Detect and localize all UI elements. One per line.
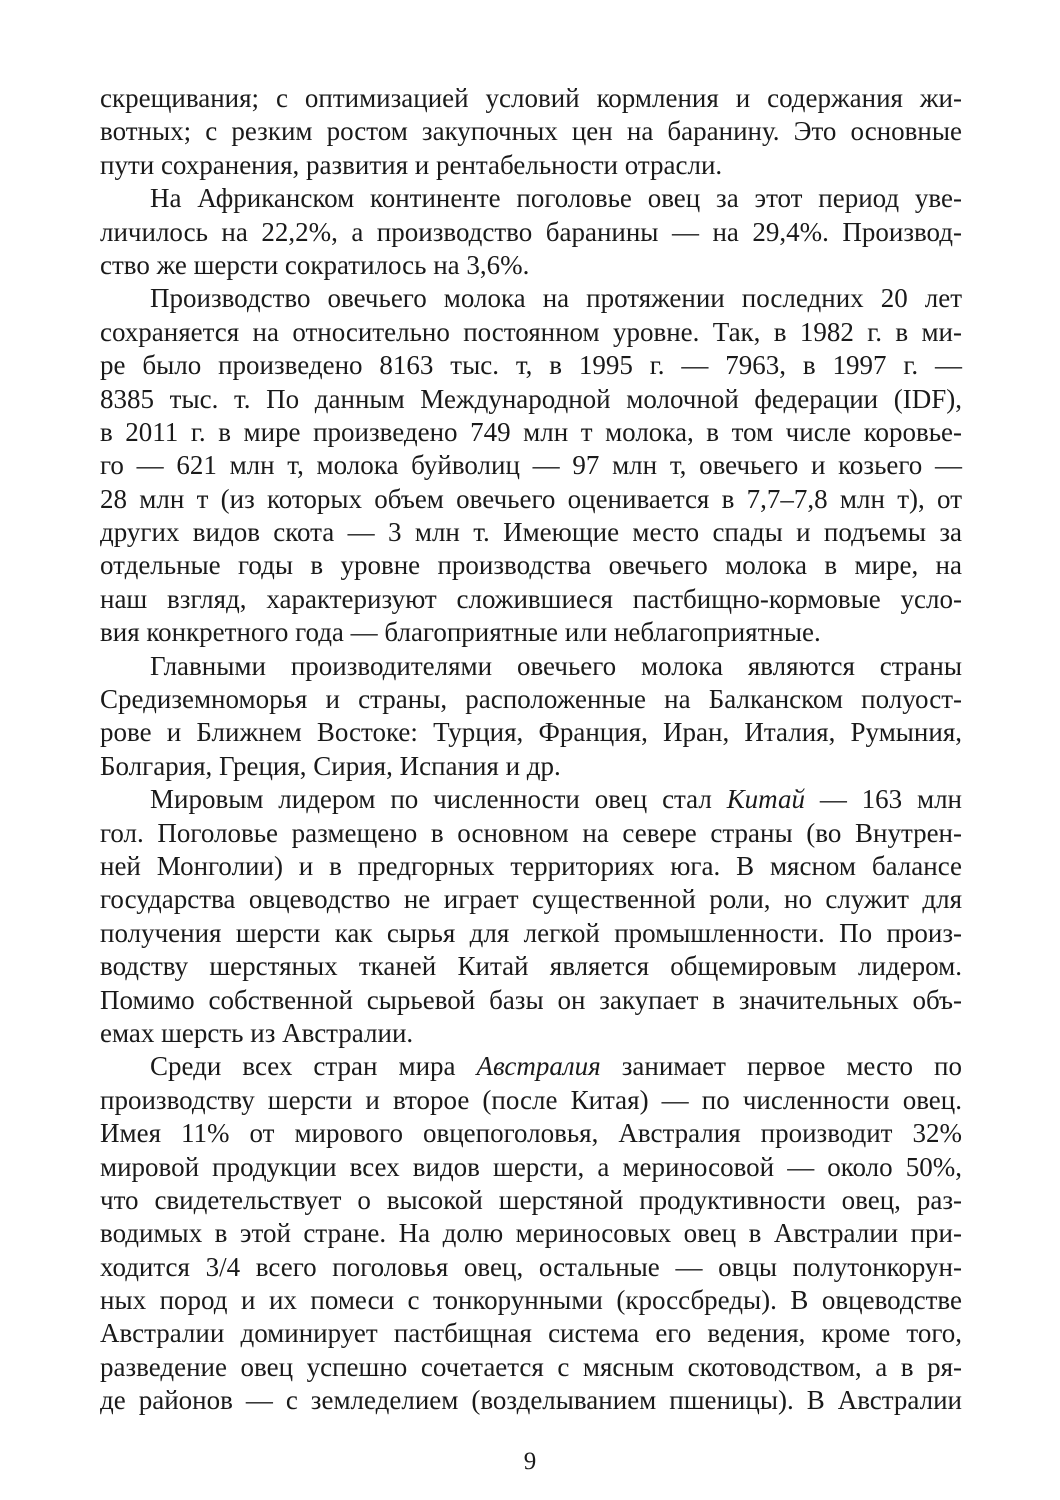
text-line: де районов — с земледелием (возделыванием пшеницы). В Австралии <box>100 1385 962 1416</box>
paragraph <box>100 783 962 1050</box>
text-line: Производство овечьего молока на протяжении последних 20 лет <box>150 283 962 314</box>
text-line: Австралии доминирует пастбищная система его ведения, кроме того, <box>100 1318 962 1349</box>
text-line: На Африканском континенте поголовье овец за этот период уве- <box>150 183 962 214</box>
text-line: разведение овец успешно сочетается с мясным скотоводством, а в ря- <box>100 1351 962 1382</box>
text-line: гол. Поголовье размещено в основном на севере страны (во Внутрен- <box>100 817 962 848</box>
text-line: Болгария, Греция, Сирия, Испания и др. <box>100 750 561 781</box>
text-line: 8385 тыс. т. По данным Международной молочной федерации (IDF), <box>100 383 962 414</box>
text-line: ство же шерсти сократилось на 3,6%. <box>100 249 530 280</box>
text-line: ходится 3/4 всего поголовья овец, остальные — овцы полутонкорун- <box>100 1251 962 1282</box>
text-line <box>100 1050 962 1083</box>
text-line: Имея 11% от мирового овцепоголовья, Австралия производит 32% <box>100 1118 962 1149</box>
text-line: ней Монголии) и в предгорных территориях юга. В мясном балансе <box>100 850 962 881</box>
paragraph <box>100 82 962 182</box>
text-line: го — 621 млн т, молока буйволиц — 97 млн т, овечьего и козьего — <box>100 450 962 481</box>
text-line: производству шерсти и второе (после Китая) — по численности овец. <box>100 1084 962 1115</box>
paragraph <box>100 650 962 784</box>
text-line: вия конкретного года — благоприятные или неблагоприятные. <box>100 617 821 648</box>
text-segment: занимает первое место по <box>600 1051 962 1082</box>
text-line: отдельные годы в уровне производства овечьего молока в мире, на <box>100 550 962 581</box>
italic-term: Китай <box>726 784 805 815</box>
text-line: водимых в этой стране. На долю мериносовых овец в Австралии при- <box>100 1218 962 1249</box>
text-line: сохраняется на относительно постоянном уровне. Так, в 1982 г. в ми- <box>100 316 962 347</box>
text-segment: — 163 млн <box>804 784 962 815</box>
text-line: скрещивания; с оптимизацией условий кормления и содержания жи- <box>100 83 962 113</box>
text-line: получения шерсти как сырья для легкой промышленности. По произ- <box>100 917 962 948</box>
text-line: рове и Ближнем Востоке: Турция, Франция, Иран, Италия, Румыния, <box>100 717 962 748</box>
text-line: емах шерсть из Австралии. <box>100 1017 414 1048</box>
text-segment: Среди всех стран мира <box>150 1051 477 1082</box>
text-line: 28 млн т (из которых объем овечьего оценивается в 7,7–7,8 млн т), от <box>100 483 962 514</box>
text-line: что свидетельствует о высокой шерстяной продуктивности овец, раз- <box>100 1184 962 1215</box>
paragraph <box>100 1050 962 1417</box>
text-line: в 2011 г. в мире произведено 749 млн т молока, в том числе коровье- <box>100 416 962 447</box>
body-text <box>100 82 962 1418</box>
text-line: Помимо собственной сырьевой базы он закупает в значительных объ- <box>100 984 962 1015</box>
text-line: пути сохранения, развития и рентабельности отрасли. <box>100 149 723 180</box>
text-line: государства овцеводство не играет существенной роли, но служит для <box>100 884 962 915</box>
text-line: мировой продукции всех видов шерсти, а мериносовой — около 50%, <box>100 1151 962 1182</box>
paragraph <box>100 282 962 649</box>
text-line: Главными производителями овечьего молока являются страны <box>150 650 962 681</box>
page-number: 9 <box>523 1448 537 1475</box>
text-line: других видов скота — 3 млн т. Имеющие место спады и подъемы за <box>100 517 962 548</box>
text-segment: Мировым лидером по численности овец стал <box>150 784 727 815</box>
text-line: вотных; с резким ростом закупочных цен на баранину. Это основные <box>100 116 962 147</box>
text-line: ных пород и их помеси с тонкорунными (кроссбреды). В овцеводстве <box>100 1285 962 1316</box>
text-line: водству шерстяных тканей Китай является общемировым лидером. <box>100 951 962 982</box>
paragraph <box>100 182 962 282</box>
text-line: Средиземноморья и страны, расположенные на Балканском полуост- <box>100 684 962 715</box>
text-line: личилось на 22,2%, а производство баранины — на 29,4%. Производ- <box>100 216 962 247</box>
text-line: наш взгляд, характеризуют сложившиеся пастбищно-кормовые усло- <box>100 583 962 614</box>
text-line: ре было произведено 8163 тыс. т, в 1995 г. — 7963, в 1997 г. — <box>100 350 962 381</box>
italic-term: Австралия <box>476 1051 601 1082</box>
text-line <box>100 783 962 816</box>
